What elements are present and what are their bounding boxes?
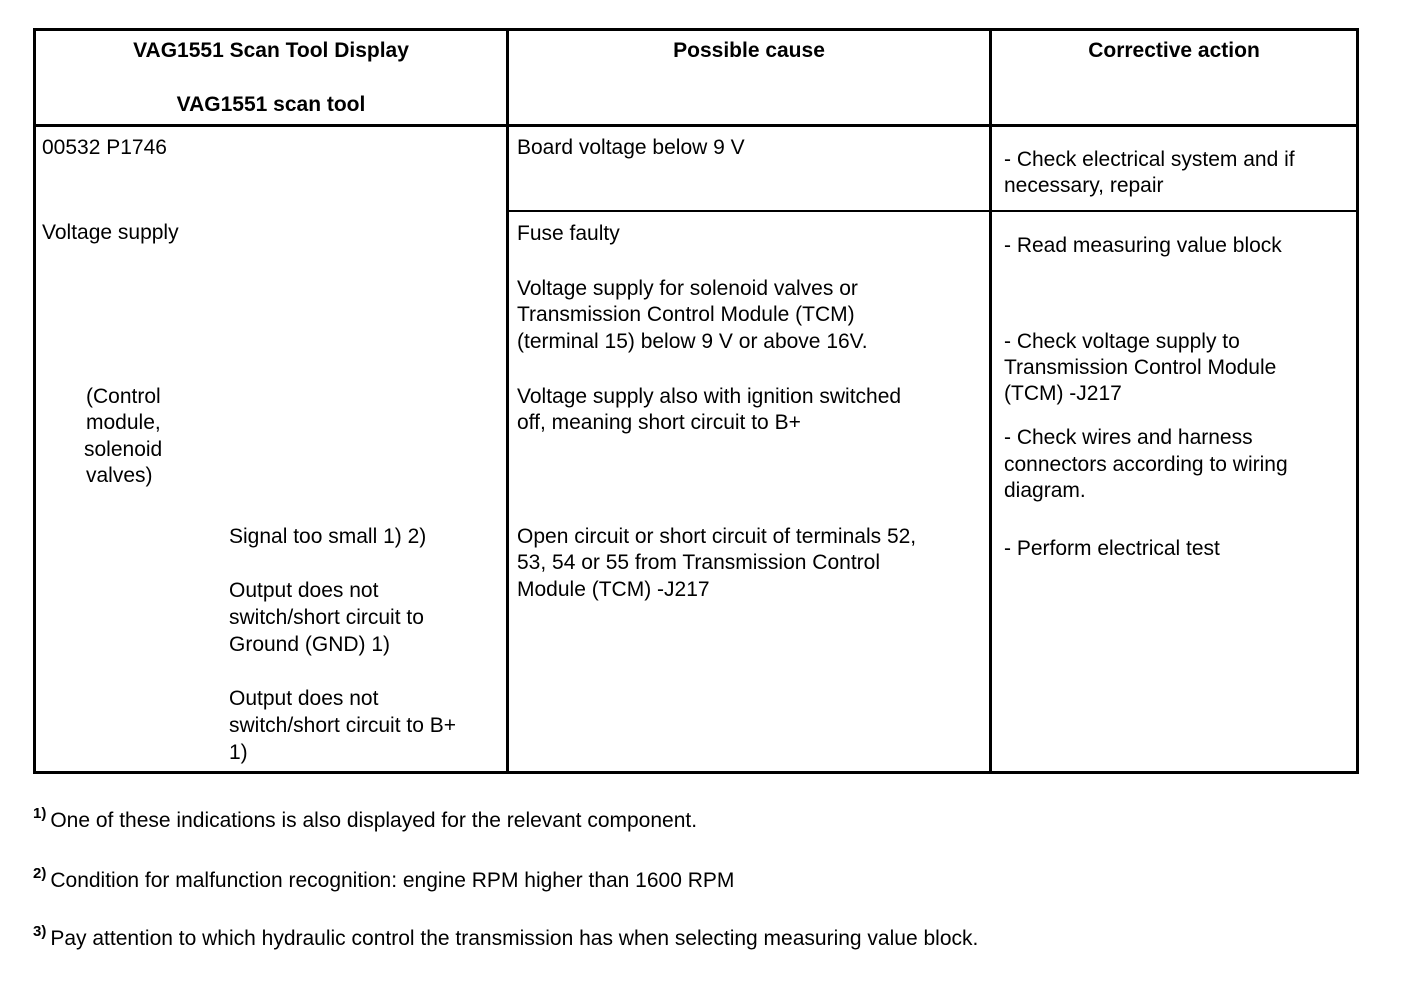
cause-open-circuit-line: Module (TCM) -J217 [517,578,710,601]
cause-supply-line: Voltage supply for solenoid valves or [517,277,858,300]
action-check-electrical-line: - Check electrical system and if [1004,148,1295,171]
signal-bplus-line: Output does not [229,687,379,710]
header-scan-tool-display: VAG1551 Scan Tool Display [133,39,409,62]
cause-fuse-faulty: Fuse faulty [517,222,620,245]
row-divider [506,210,1359,212]
footnote-1 [33,805,697,833]
column-divider-1 [506,28,509,774]
action-check-wires-line: - Check wires and harness [1004,426,1253,449]
cause-supply-line: (terminal 15) below 9 V or above 16V. [517,330,868,353]
action-check-electrical-line: necessary, repair [1004,174,1164,197]
action-check-wires-line: connectors according to wiring [1004,453,1288,476]
action-check-supply-line: (TCM) -J217 [1004,382,1122,405]
header-corrective-action: Corrective action [1088,39,1260,62]
footnote-2 [33,865,734,893]
footnote-marker: 2) [33,865,47,882]
signal-ground-line: Output does not [229,579,379,602]
action-check-wires-line: diagram. [1004,479,1086,502]
cause-board-voltage: Board voltage below 9 V [517,136,745,159]
header-divider [33,124,1359,127]
cause-open-circuit-line: Open circuit or short circuit of terminals 52, [517,525,917,548]
fault-name: Voltage supply [42,221,179,244]
action-read-block: - Read measuring value block [1004,234,1282,257]
component-line: valves) [86,464,153,487]
action-check-supply-line: - Check voltage supply to [1004,330,1240,353]
fault-code: 00532 P1746 [42,136,167,159]
signal-ground-line: switch/short circuit to [229,606,424,629]
cause-ignition-line: off, meaning short circuit to B+ [517,411,801,434]
signal-bplus-line: switch/short circuit to B+ [229,714,456,737]
cause-open-circuit-line: 53, 54 or 55 from Transmission Control [517,551,880,574]
footnote-text: One of these indications is also displayed for the relevant component. [50,809,698,832]
signal-bplus-line: 1) [229,741,248,764]
footnote-3 [33,923,978,951]
header-scan-tool: VAG1551 scan tool [176,93,366,116]
footnote-text: Pay attention to which hydraulic control the transmission has when selecting measuring value block. [50,927,979,950]
action-check-supply-line: Transmission Control Module [1004,356,1277,379]
cause-ignition-line: Voltage supply also with ignition switched [517,385,902,408]
component-line: (Control [86,385,161,408]
footnote-text: Condition for malfunction recognition: engine RPM higher than 1600 RPM [50,869,735,892]
cause-supply-line: Transmission Control Module (TCM) [517,303,855,326]
header-possible-cause: Possible cause [673,39,825,62]
signal-ground-line: Ground (GND) 1) [229,633,391,656]
footnote-marker: 1) [33,805,47,822]
action-electrical-test: - Perform electrical test [1004,537,1220,560]
footnote-marker: 3) [33,923,47,940]
column-divider-2 [989,28,992,774]
component-line: module, [86,411,161,434]
signal-too-small: Signal too small 1) 2) [229,525,427,548]
component-line: solenoid [84,438,163,461]
